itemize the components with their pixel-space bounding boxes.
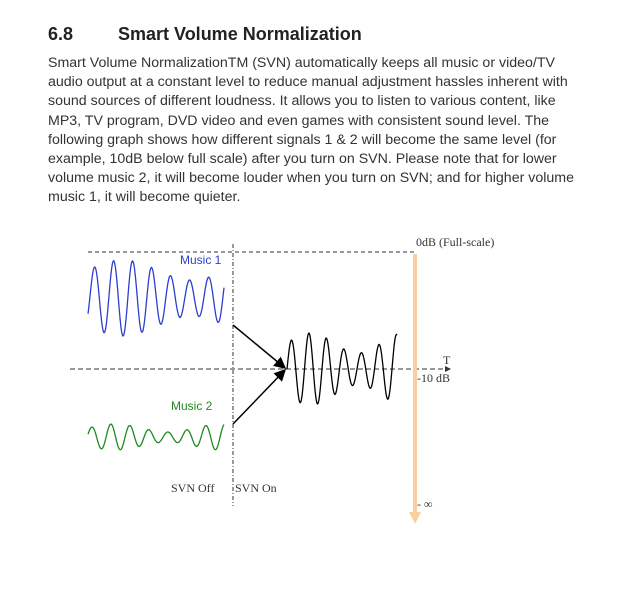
music2-waveform bbox=[88, 424, 224, 450]
time-axis-label: T bbox=[443, 353, 451, 367]
section-number: 6.8 bbox=[48, 24, 74, 44]
svn-off-label: SVN Off bbox=[171, 481, 215, 495]
music2-to-output-arrow bbox=[233, 370, 285, 424]
min-level-label: - ∞ bbox=[417, 497, 433, 511]
paragraph: Smart Volume NormalizationTM (SVN) automatically keeps all music or video/TV audio output at a constant level to reduce manual adjustment hassles inherent with sound sources of different loudness. It allows you to listen to various content, like MP3, TV program, DVD video and even games with consistent sound level. The following graph shows how different signals 1 & 2 will become the same level (for example, 10dB below full scale) after you turn on SVN. Please note that for lower volume music 2, it will become louder when you turn on SVN; and for higher volume music 1, it will become quieter. bbox=[48, 55, 574, 206]
music1-label: Music 1 bbox=[180, 253, 222, 267]
level-arrow-head bbox=[409, 512, 421, 524]
target-level-label: -10 dB bbox=[417, 371, 450, 385]
full-scale-label: 0dB (Full-scale) bbox=[416, 235, 495, 249]
music1-waveform bbox=[88, 261, 224, 336]
music2-label: Music 2 bbox=[171, 399, 213, 413]
music1-to-output-arrow bbox=[233, 325, 285, 368]
svn-on-label: SVN On bbox=[235, 481, 277, 495]
section-title: Smart Volume Normalization bbox=[118, 24, 362, 44]
